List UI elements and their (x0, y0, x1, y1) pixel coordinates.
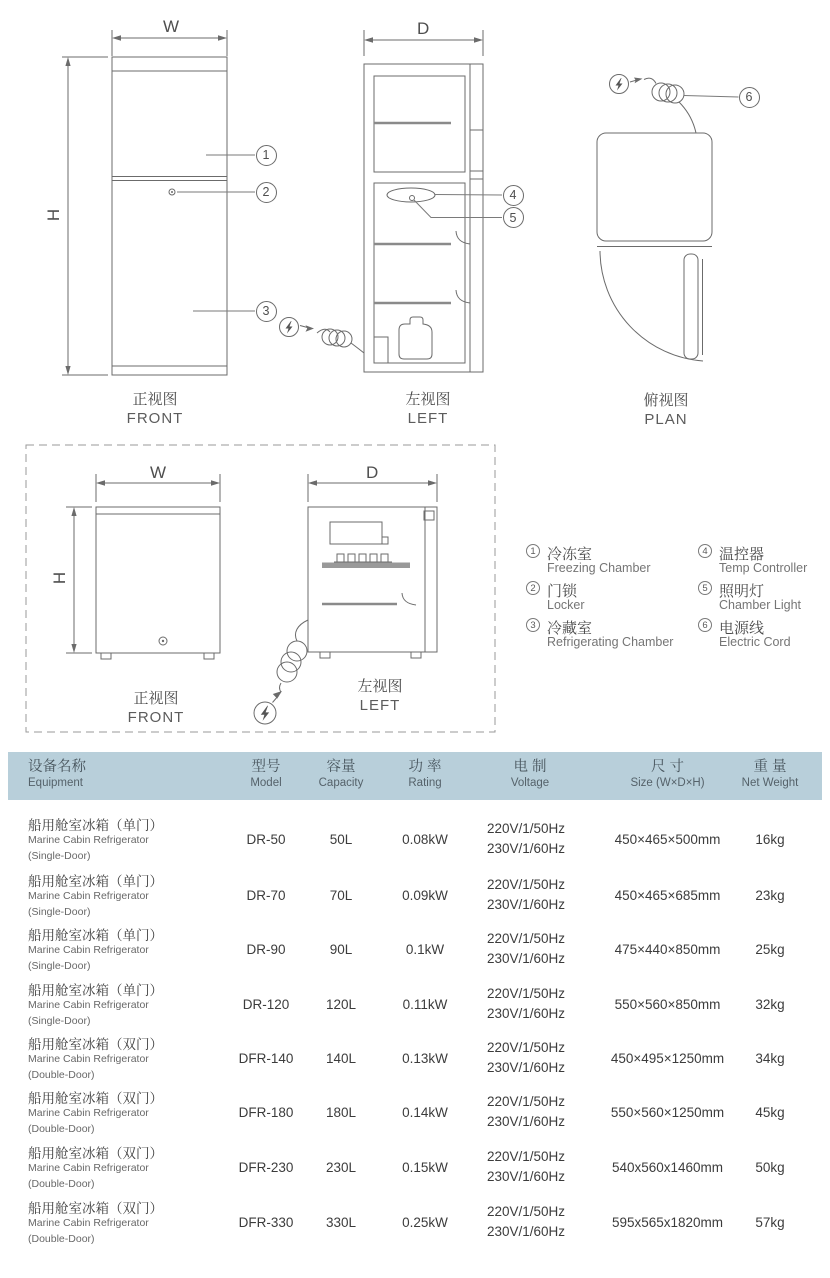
capacity-cell: 90L (329, 942, 353, 957)
model-cell: DFR-140 (238, 1051, 294, 1066)
legend-zh: 门锁 (547, 583, 578, 600)
weight-cell: 16kg (755, 832, 785, 847)
rating-cell: 0.11kW (402, 997, 448, 1012)
dim-label-width: W (150, 463, 167, 482)
dim-label-depth: D (417, 19, 430, 38)
legend-num: 5 (698, 581, 712, 595)
col-header-capacity: 容量 Capacity (318, 759, 364, 789)
equipment-cell: 船用舱室冰箱（单门） Marine Cabin Refrigerator (Single-Door) (28, 983, 163, 1027)
dim-label-width: W (163, 17, 180, 36)
capacity-cell: 50L (329, 832, 353, 847)
legend-en: Locker (547, 598, 585, 612)
weight-cell: 34kg (755, 1051, 785, 1066)
equipment-cell: 船用舱室冰箱（双门） Marine Cabin Refrigerator (Double-Door) (28, 1201, 163, 1245)
model-cell: DR-70 (246, 888, 286, 903)
legend-num: 3 (526, 618, 540, 632)
caption-plan: 俯视图 PLAN (643, 392, 689, 428)
legend-zh: 照明灯 (719, 583, 765, 600)
equipment-cell: 船用舱室冰箱（双门） Marine Cabin Refrigerator (Double-Door) (28, 1091, 163, 1135)
capacity-cell: 230L (325, 1160, 357, 1175)
legend-num: 2 (526, 581, 540, 595)
weight-cell: 50kg (755, 1160, 785, 1175)
size-cell: 450×465×685mm (614, 888, 721, 903)
left-view-top-drawing (280, 30, 503, 372)
rating-cell: 0.14kW (402, 1105, 448, 1120)
weight-cell: 25kg (755, 942, 785, 957)
table-row (0, 922, 830, 977)
table-row (0, 868, 830, 923)
size-cell: 450×465×500mm (614, 832, 721, 847)
legend-zh: 冷藏室 (547, 620, 593, 637)
callout-3: 3 (256, 301, 277, 322)
rating-cell: 0.1kW (405, 942, 445, 957)
equipment-cell: 船用舱室冰箱（单门） Marine Cabin Refrigerator (Single-Door) (28, 928, 163, 972)
equipment-cell: 船用舱室冰箱（双门） Marine Cabin Refrigerator (Double-Door) (28, 1146, 163, 1190)
door-swing-arc (600, 251, 703, 361)
callout-2: 2 (256, 182, 277, 203)
caption-left-bottom: 左视图 LEFT (357, 678, 403, 714)
capacity-cell: 140L (325, 1051, 357, 1066)
rating-cell: 0.13kW (402, 1051, 448, 1066)
size-cell: 550×560×850mm (614, 997, 721, 1012)
col-header-rating: 功 率 Rating (408, 759, 442, 789)
voltage-cell: 220V/1/50Hz 230V/1/60Hz (487, 877, 566, 912)
rating-cell: 0.09kW (402, 888, 448, 903)
weight-cell: 57kg (755, 1215, 785, 1230)
table-row (0, 1085, 830, 1140)
col-header-equipment: 设备名称 Equipment (28, 759, 86, 789)
callout-6: 6 (739, 87, 760, 108)
legend-en: Temp Controller (719, 561, 808, 575)
size-cell: 475×440×850mm (614, 942, 721, 957)
caption-front-top: 正视图 FRONT (126, 391, 184, 427)
front-view-bottom-drawing (66, 474, 220, 659)
equipment-cell: 船用舱室冰箱（单门） Marine Cabin Refrigerator (Single-Door) (28, 874, 163, 918)
voltage-cell: 220V/1/50Hz 230V/1/60Hz (487, 1040, 566, 1075)
model-cell: DR-50 (246, 832, 286, 847)
callout-1: 1 (256, 145, 277, 166)
rating-cell: 0.08kW (402, 832, 448, 847)
col-header-voltage: 电 制 Voltage (510, 759, 550, 789)
capacity-cell: 330L (325, 1215, 357, 1230)
voltage-cell: 220V/1/50Hz 230V/1/60Hz (487, 931, 566, 966)
col-header-weight: 重 量 Net Weight (741, 759, 799, 789)
legend-num: 1 (526, 544, 540, 558)
open-door-panel (684, 254, 698, 359)
model-cell: DFR-230 (238, 1160, 294, 1175)
cord-coil (287, 641, 307, 661)
size-cell: 540x560x1460mm (611, 1160, 724, 1175)
temp-controller-knob (410, 196, 415, 201)
front-view-top-drawing (62, 30, 255, 375)
legend-num: 4 (698, 544, 712, 558)
voltage-cell: 220V/1/50Hz 230V/1/60Hz (487, 1204, 566, 1239)
legend-en: Electric Cord (719, 635, 791, 649)
legend-en: Refrigerating Chamber (547, 635, 674, 649)
callout-5: 5 (503, 207, 524, 228)
legend-en: Freezing Chamber (547, 561, 651, 575)
table-row (0, 1031, 830, 1086)
col-header-model: 型号 Model (250, 759, 282, 789)
table-row (0, 977, 830, 1032)
voltage-cell: 220V/1/50Hz 230V/1/60Hz (487, 1149, 566, 1184)
dim-label-height: H (44, 208, 64, 222)
col-header-size: 尺 寸 Size (W×D×H) (630, 759, 705, 789)
evaporator-box (330, 522, 382, 544)
size-cell: 450×495×1250mm (610, 1051, 725, 1066)
rating-cell: 0.15kW (402, 1160, 448, 1175)
ice-tray (334, 554, 392, 562)
caption-left-top: 左视图 LEFT (405, 391, 451, 427)
legend-num: 6 (698, 618, 712, 632)
capacity-cell: 180L (325, 1105, 357, 1120)
legend-zh: 温控器 (719, 546, 765, 563)
equipment-cell: 船用舱室冰箱（单门） Marine Cabin Refrigerator (Single-Door) (28, 818, 163, 862)
legend-en: Chamber Light (719, 598, 801, 612)
capacity-cell: 70L (329, 888, 353, 903)
dim-label-height: H (50, 571, 70, 585)
table-row (0, 1195, 830, 1250)
model-cell: DR-120 (242, 997, 290, 1012)
weight-cell: 45kg (755, 1105, 785, 1120)
voltage-cell: 220V/1/50Hz 230V/1/60Hz (487, 821, 566, 856)
size-cell: 595x565x1820mm (611, 1215, 724, 1230)
callout-4: 4 (503, 185, 524, 206)
model-cell: DFR-330 (238, 1215, 294, 1230)
dim-label-depth: D (366, 463, 379, 482)
weight-cell: 23kg (755, 888, 785, 903)
caption-front-bottom: 正视图 FRONT (127, 690, 185, 726)
voltage-cell: 220V/1/50Hz 230V/1/60Hz (487, 1094, 566, 1129)
legend-zh: 电源线 (719, 620, 765, 637)
rating-cell: 0.25kW (402, 1215, 448, 1230)
compressor-outline (399, 317, 432, 359)
equipment-cell: 船用舱室冰箱（双门） Marine Cabin Refrigerator (Double-Door) (28, 1037, 163, 1081)
capacity-cell: 120L (325, 997, 357, 1012)
legend-zh: 冷冻室 (547, 546, 593, 563)
plan-view-drawing (597, 75, 739, 362)
table-row (0, 1140, 830, 1195)
table-row (0, 812, 830, 867)
model-cell: DFR-180 (238, 1105, 294, 1120)
size-cell: 550×560×1250mm (610, 1105, 725, 1120)
weight-cell: 32kg (755, 997, 785, 1012)
voltage-cell: 220V/1/50Hz 230V/1/60Hz (487, 986, 566, 1021)
model-cell: DR-90 (246, 942, 286, 957)
